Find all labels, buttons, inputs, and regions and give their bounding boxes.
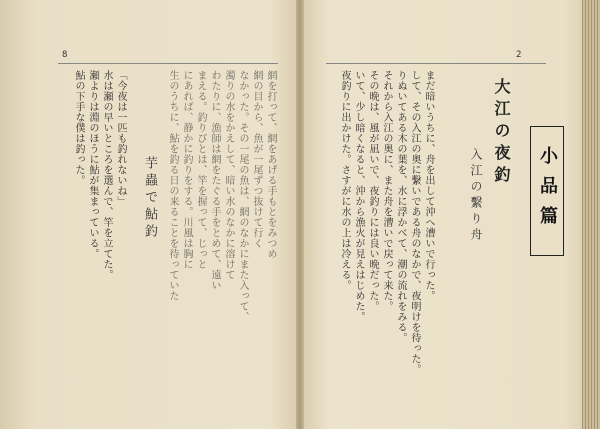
text-column: 網の目から、魚が一尾ずつ抜けて行く xyxy=(251,70,262,249)
book-gutter xyxy=(296,0,304,429)
section-title: 芋蟲で鮎釣 xyxy=(142,156,157,241)
text-column: 網を打って、網をあげる手もとをみつめ xyxy=(265,70,276,259)
text-column: いて、少し暗くなると、沖から漁火が見えはじめた。 xyxy=(353,70,364,322)
right-header-rule xyxy=(326,63,546,64)
text-column: 水は瀬の早いところを選んで、竿を立てた。 xyxy=(101,70,112,280)
section-heading: 大江の夜釣 xyxy=(492,78,511,188)
text-column: して、その入江の奥に繫いである舟のなかで、夜明けを待った。 xyxy=(409,70,420,375)
text-column: それから入江の奥に、また舟を漕いで戻って来た。 xyxy=(381,70,392,312)
text-column: わたりに、漁師は網をたぐる手をとめて、遠い xyxy=(209,70,220,291)
right-page xyxy=(304,8,586,423)
text-column: 夜釣りに出かけた。さすがに水の上は冷える。 xyxy=(339,70,350,291)
left-page xyxy=(14,8,296,423)
text-column: 鮎の下手な僕は釣った。 xyxy=(73,70,84,186)
text-column: 「今夜は一匹も釣れないね」 xyxy=(115,70,126,207)
text-column: 生のうちに、鮎を釣る日の来ることを待っていた xyxy=(167,70,178,301)
text-column: 濁りの水をかえして、暗い水のなかに溶けて xyxy=(223,70,234,280)
chapter-title-box xyxy=(530,126,564,256)
chapter-title: 小品篇 xyxy=(537,146,558,236)
text-column: なかった。その一尾の魚は、網のなかにまた入って、 xyxy=(237,70,248,322)
text-column: まえる。釣りびとは、竿を握って、じっと xyxy=(195,70,206,270)
text-column: まだ暗いうちに、舟を出して沖へ漕いで行った。 xyxy=(423,70,434,301)
left-page-number: 8 xyxy=(62,50,68,60)
text-column: その晩は、風が凪いで、夜釣りには良い晩だった。 xyxy=(367,70,378,312)
text-column: にあれば、静かに釣りをする。川風は胸に xyxy=(181,70,192,270)
right-page-number: 2 xyxy=(516,50,522,60)
section-subheading: 入江の繫り舟 xyxy=(469,148,483,244)
text-column: りぬいてある木の葉を、水に浮かべて、潮の流れをみる。 xyxy=(395,70,406,343)
text-column: 瀬よりは淵のほうに鮎が集まっている。 xyxy=(87,70,98,259)
left-header-rule xyxy=(58,63,278,64)
